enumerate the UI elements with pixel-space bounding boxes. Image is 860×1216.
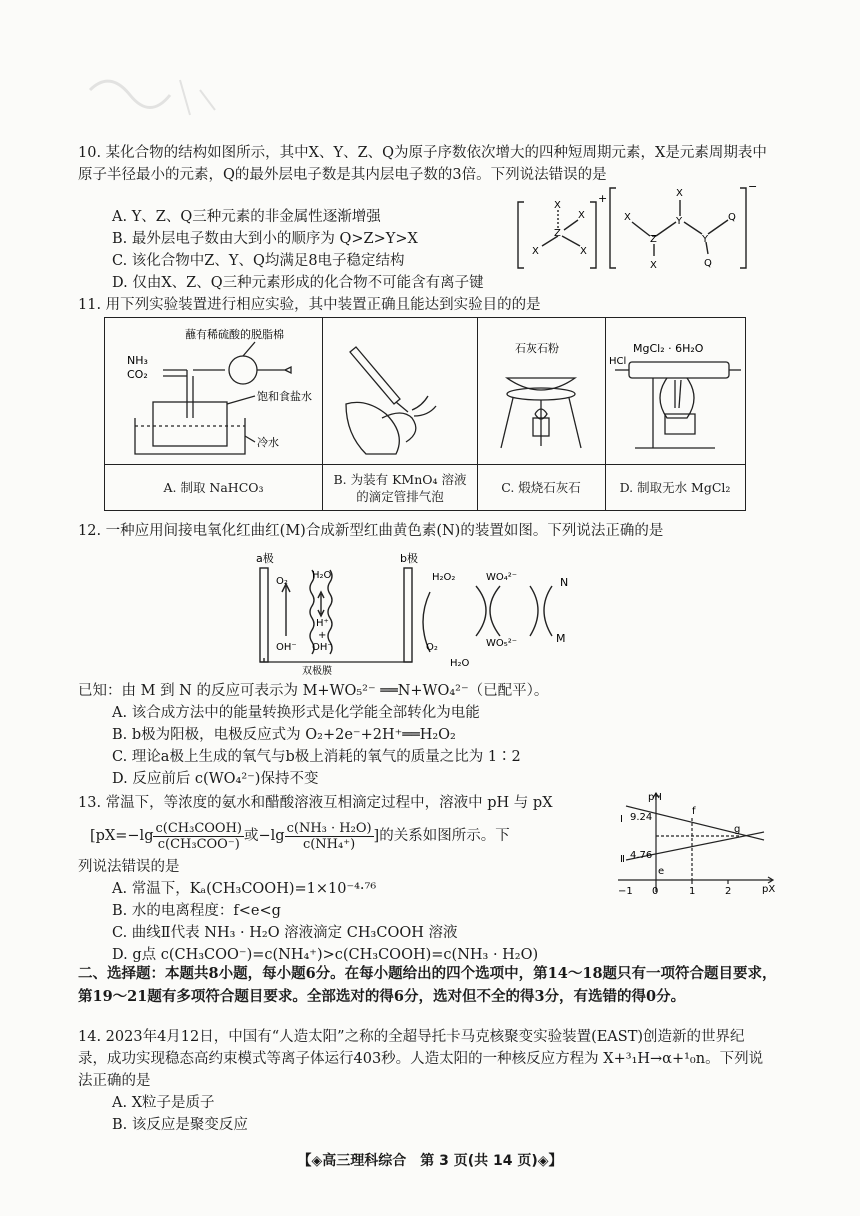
q12-option-d: D. 反应前后 c(WO₄²⁻)保持不变 — [112, 771, 319, 787]
q13-stem-line2 — [90, 814, 630, 858]
q10-charge-plus: + — [598, 192, 608, 205]
q13-option-a: A. 常温下，Kₐ(CH₃COOH)=1×10⁻⁴·⁷⁶ — [112, 881, 377, 897]
q14-option-b: B. 该反应是聚变反应 — [112, 1117, 248, 1133]
q12-electrolysis-figure — [250, 546, 590, 676]
q14-option-a: A. X粒子是质子 — [112, 1095, 215, 1111]
q12-stem: 12. 一种应用间接电氧化红曲红(M)合成新型红曲黄色素(N)的装置如图。下列说法正确的是 — [78, 523, 664, 539]
q13-px-prefix: [pX=−lg — [90, 828, 154, 844]
q11-stem: 11. 用下列实验装置进行相应实验，其中装置正确且能达到实验目的的是 — [78, 297, 541, 313]
q13-stem-line3: 列说法错误的是 — [78, 859, 180, 875]
q13-graph-tick-1: 1 — [689, 886, 696, 897]
q13-option-d: D. g点 c(CH₃COO⁻)=c(NH₄⁺)>c(CH₃COOH)=c(NH₃ · H₂O) — [112, 947, 539, 963]
q11a-label-nh3: NH₃ — [127, 354, 148, 367]
q11a-label-co2: CO₂ — [127, 368, 148, 381]
section2-heading: 二、选择题：本题共8小题，每小题6分。在每小题给出的四个选项中，第14～18题只有一项符合题目要求，第19～21题有多项符合题目要求。全部选对的得6分，选对但不全的得3分，有选错的得0分。 — [78, 965, 777, 1005]
q11-figure-a — [105, 318, 322, 464]
q10-atom: Q — [728, 212, 736, 223]
q14-stem: 14. 2023年4月12日，中国有“人造太阳”之称的全超导托卡马克核聚变实验装置(EAST)创造新的世界纪录，成功实现稳态高约束模式等离子体运行403秒。人造太阳的一种核反应方程为 X+³₁H→α+¹₀n。下列说法正确的是 — [78, 1029, 764, 1089]
q13-px-mid: 或−lg — [244, 828, 285, 844]
q10-atom: Z — [650, 234, 657, 245]
page-footer: 【◈高三理科综合 第 3 页(共 14 页)◈】 — [297, 1153, 563, 1169]
q13-graph-v2: 4.76 — [630, 850, 653, 861]
q12-label-h2o-b: H₂O — [450, 658, 470, 669]
q13-graph-curve2: Ⅱ — [620, 854, 625, 865]
q12-label-b: b极 — [400, 552, 418, 565]
q12-option-c: C. 理论a极上生成的氧气与b极上消耗的氧气的质量之比为 1∶2 — [112, 749, 521, 765]
q10-option-d: D. 仅由X、Z、Q三种元素形成的化合物不可能含有离子键 — [112, 275, 484, 291]
q13-graph-ylabel: pH — [648, 792, 662, 803]
q13-fraction-2: $\frac{\text{c(NH₃ · H₂O)}}{\text{c(NH₄⁺)}}$ — [286, 820, 372, 852]
q11-captions-row — [105, 464, 745, 510]
q10-option-b: B. 最外层电子数由大到小的顺序为 Q>Z>Y>X — [112, 231, 418, 247]
q10-structure-figure — [512, 180, 758, 280]
q10-atom: Y — [702, 234, 709, 245]
q11a-label-brine: 饱和食盐水 — [257, 390, 312, 403]
q10-option-a: A. Y、Z、Q三种元素的非金属性逐渐增强 — [112, 209, 381, 225]
q12-label-h2o2: H₂O₂ — [432, 572, 456, 583]
q11d-label-salt: MgCl₂ · 6H₂O — [633, 342, 704, 355]
q11-caption-d: D. 制取无水 MgCl₂ — [619, 480, 731, 495]
q10-atom: Q — [704, 258, 712, 269]
q12-label-o2-a: O₂ — [276, 576, 288, 587]
q10-option-c: C. 该化合物中Z、Y、Q均满足8电子稳定结构 — [112, 253, 405, 269]
scan-smudge — [80, 60, 240, 130]
q11d-label-hcl: HCl — [609, 356, 627, 367]
q11-caption-c: C. 煅烧石灰石 — [501, 480, 581, 495]
q11-caption-a: A. 制取 NaHCO₃ — [163, 480, 264, 495]
q12-label-o2-b: O₂ — [426, 642, 438, 653]
q13-graph-curve1: Ⅰ — [620, 814, 623, 825]
q12-label-oh-a: OH⁻ — [276, 642, 297, 653]
q12-label-h2o: H₂O — [312, 570, 332, 581]
q13-px-suffix: ]的关系如图所示。下 — [373, 828, 510, 844]
q11-figure-d — [605, 318, 745, 464]
q13-stem-line1: 13. 常温下，等浓度的氨水和醋酸溶液互相滴定过程中，溶液中 pH 与 pX — [78, 795, 553, 811]
q12-label-plus: + — [318, 630, 327, 641]
q13-graph-point-g: g — [734, 824, 741, 835]
q11-figure-b — [322, 318, 477, 464]
q10-stem: 10. 某化合物的结构如图所示，其中X、Y、Z、Q为原子序数依次增大的四种短周期元素，X是元素周期表中原子半径最小的元素，Q的最外层电子数是其内层电子数的3倍。下列说法错误的是 — [78, 145, 767, 183]
q13-graph-v1: 9.24 — [630, 812, 653, 823]
q11a-label-cotton: 蘸有稀硫酸的脱脂棉 — [185, 328, 284, 341]
q10-atom: X — [624, 212, 631, 223]
q12-label-n: N — [560, 576, 569, 589]
q13-fraction-1: $\frac{\text{c(CH₃COOH)}}{\text{c(CH₃COO⁻)}}$ — [155, 820, 243, 852]
q12-label-wo4: WO₄²⁻ — [486, 572, 518, 583]
q12-option-a: A. 该合成方法中的能量转换形式是化学能全部转化为电能 — [112, 705, 480, 721]
q10-atom: X — [532, 246, 539, 257]
q10-atom: Y — [676, 216, 683, 227]
q12-label-oh: OH⁻ — [312, 642, 333, 653]
q10-atom: Z — [554, 228, 561, 239]
q13-graph-point-f: f — [692, 806, 696, 817]
q12-label-h: H⁺ — [316, 618, 329, 629]
q10-atom: X — [580, 246, 587, 257]
q13-option-c: C. 曲线Ⅱ代表 NH₃ · H₂O 溶液滴定 CH₃COOH 溶液 — [112, 925, 458, 941]
q13-graph-tick-m1: −1 — [618, 886, 633, 897]
q11-caption-b: B. 为装有 KMnO₄ 溶液的滴定管排气泡 — [333, 471, 467, 504]
q13-graph-tick-2: 2 — [725, 886, 732, 897]
q11a-label-cold-water: 冷水 — [257, 436, 279, 449]
q12-label-a: a极 — [256, 552, 274, 565]
q13-graph-xlabel: pX — [762, 884, 776, 895]
q10-atom: X — [676, 188, 683, 199]
q12-label-membrane: 双极膜 — [302, 666, 332, 677]
q13-graph-point-e: e — [658, 866, 665, 877]
q13-option-b: B. 水的电离程度：f<e<g — [112, 903, 281, 919]
q11-figure-c — [477, 318, 605, 464]
q12-label-m: M — [556, 632, 566, 645]
q10-atom: X — [554, 200, 561, 211]
q11c-label-limestone: 石灰石粉 — [515, 342, 559, 355]
q13-ph-graph — [612, 788, 782, 906]
q10-atom: X — [578, 210, 585, 221]
q12-option-b: B. b极为阳极，电极反应式为 O₂+2e⁻+2H⁺══H₂O₂ — [112, 727, 456, 743]
q10-atom: X — [650, 260, 657, 271]
q10-charge-minus: − — [748, 180, 758, 193]
q12-label-wo5: WO₅²⁻ — [486, 638, 518, 649]
q13-graph-tick-0: 0 — [652, 886, 659, 897]
q12-known: 已知：由 M 到 N 的反应可表示为 M+WO₅²⁻ ══N+WO₄²⁻（已配平）。 — [78, 683, 549, 699]
q11-apparatus-table — [104, 317, 746, 511]
